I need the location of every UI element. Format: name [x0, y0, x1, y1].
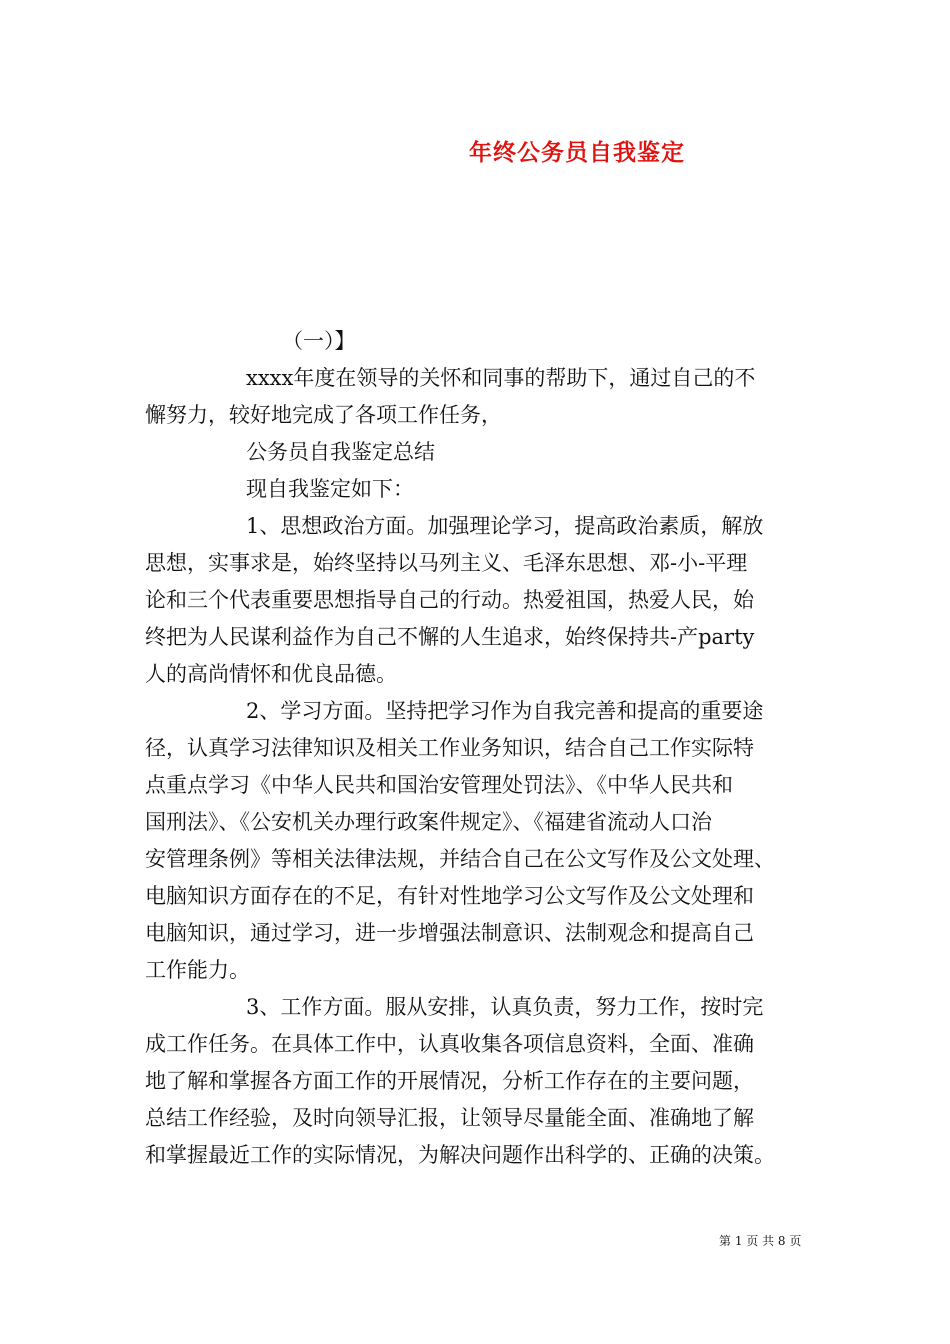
paragraph-line: 地了解和掌握各方面工作的开展情况，分析工作存在的主要问题，	[145, 1069, 754, 1093]
paragraph-line: 论和三个代表重要思想指导自己的行动。热爱祖国，热爱人民，始	[145, 588, 754, 612]
paragraph-line: 终把为人民谋利益作为自己不懈的人生追求，始终保持共-产party	[145, 625, 755, 649]
paragraph-line: 径，认真学习法律知识及相关工作业务知识，结合自己工作实际特	[145, 736, 754, 760]
paragraph-line: 安管理条例》等相关法律法规，并结合自己在公文写作及公文处理、	[145, 847, 775, 871]
paragraph-line: 国刑法》、《公安机关办理行政案件规定》、《福建省流动人口治	[145, 810, 712, 834]
paragraph-line: 成工作任务。在具体工作中，认真收集各项信息资料，全面、准确	[145, 1032, 754, 1056]
section-heading: （一）】	[282, 329, 356, 353]
paragraph-line: 公务员自我鉴定总结	[246, 440, 435, 464]
page-footer: 第 1 页 共 8 页	[719, 1234, 802, 1248]
paragraph-line: 总结工作经验，及时向领导汇报，让领导尽量能全面、准确地了解	[145, 1106, 754, 1130]
paragraph-line: 现自我鉴定如下：	[246, 477, 414, 501]
document-title: 年终公务员自我鉴定	[469, 140, 685, 166]
paragraph-line: 电脑知识，通过学习，进一步增强法制意识、法制观念和提高自己	[145, 921, 754, 945]
paragraph-line: 点重点学习《中华人民共和国治安管理处罚法》、《中华人民共和	[145, 773, 733, 797]
paragraph-line: 电脑知识方面存在的不足，有针对性地学习公文写作及公文处理和	[145, 884, 754, 908]
paragraph-line: 工作能力。	[145, 958, 250, 982]
paragraph-line: 思想，实事求是，始终坚持以马列主义、毛泽东思想、邓-小-平理	[145, 551, 748, 575]
paragraph-line: 3、工作方面。服从安排，认真负责，努力工作，按时完	[246, 995, 764, 1019]
paragraph-line: 懈努力，较好地完成了各项工作任务，	[145, 403, 502, 427]
paragraph-line: xxxx年度在领导的关怀和同事的帮助下，通过自己的不	[246, 366, 756, 390]
paragraph-line: 和掌握最近工作的实际情况，为解决问题作出科学的、正确的决策。	[145, 1143, 775, 1167]
paragraph-line: 1、思想政治方面。加强理论学习，提高政治素质，解放	[246, 514, 764, 538]
paragraph-line: 人的高尚情怀和优良品德。	[145, 662, 397, 686]
paragraph-line: 2、学习方面。坚持把学习作为自我完善和提高的重要途	[246, 699, 764, 723]
